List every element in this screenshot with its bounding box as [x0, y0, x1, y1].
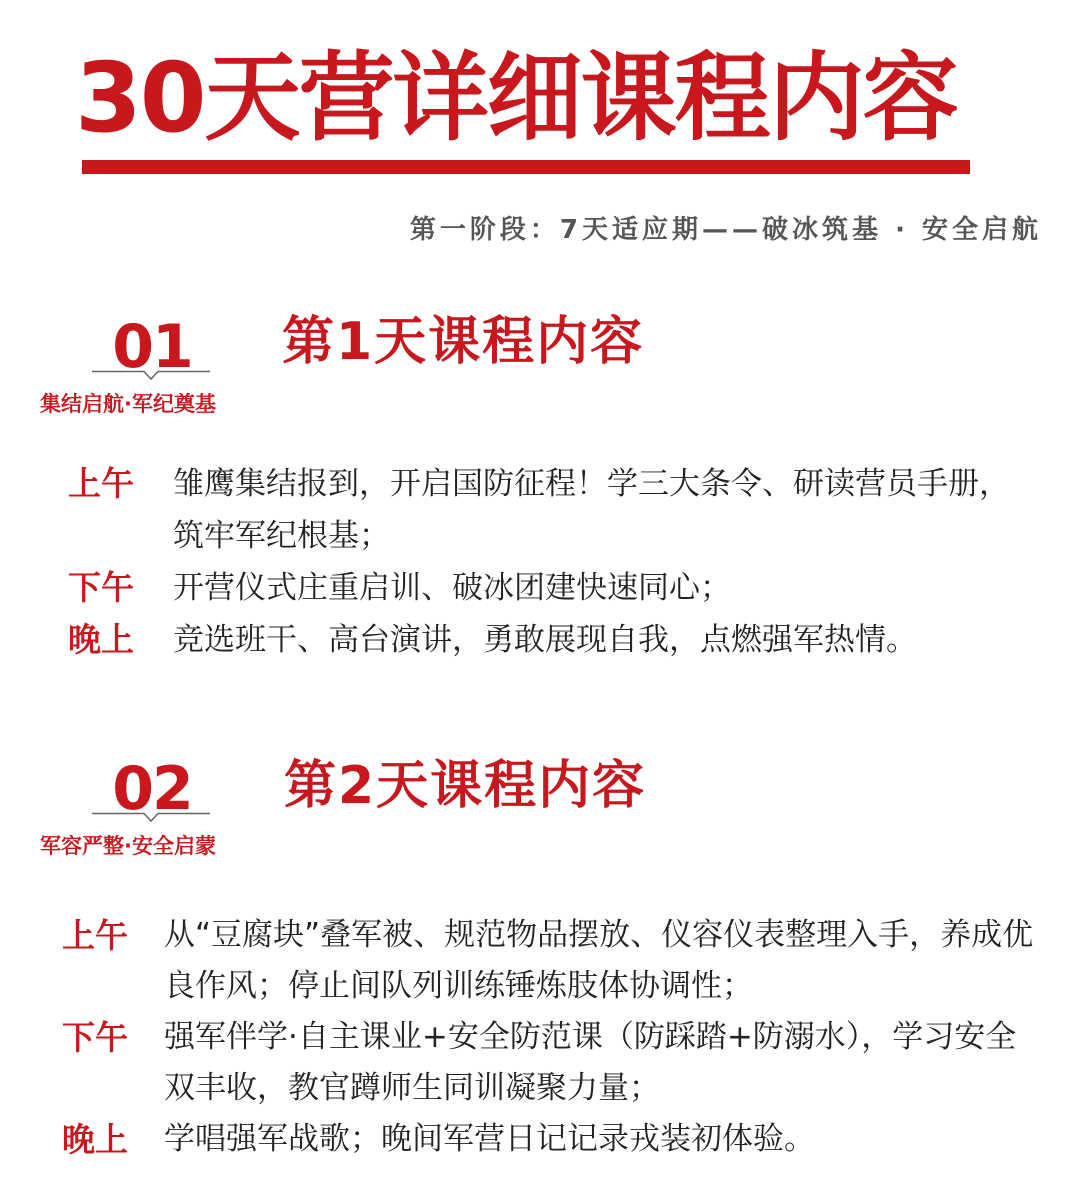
activity-text: 雏鹰集结报到，开启国防征程！学三大条令、研读营员手册，筑牢军纪根基；	[173, 466, 1010, 554]
schedule-item-evening	[0, 1114, 1080, 1165]
number-divider-notch	[92, 370, 210, 382]
title-underline	[82, 160, 970, 174]
activity-text: 竞选班干、高台演讲，勇敢展现自我，点燃强军热情。	[173, 622, 917, 658]
schedule-item-afternoon	[0, 562, 1080, 614]
time-label-afternoon: 下午	[62, 1018, 128, 1057]
activity-text: 从“豆腐块”叠军被、规范物品摆放、仪容仪表整理入手，养成优良作风；停止间队列训练锤炼肢体协调性；	[164, 917, 1034, 1004]
activity-text: 学唱强军战歌；晚间军营日记记录戎装初体验。	[164, 1121, 815, 1157]
day-number: 01	[112, 312, 192, 382]
day-heading: 第1天课程内容	[282, 312, 645, 372]
number-divider-notch	[92, 812, 210, 824]
schedule-item-morning	[0, 910, 1080, 1012]
schedule-item-evening	[0, 614, 1080, 666]
day-section-1	[0, 300, 1080, 680]
stage-subtitle: 第一阶段：7天适应期——破冰筑基 · 安全启航	[409, 215, 1042, 245]
activity-text: 强军伴学·自主课业+安全防范课（防踩踏+防溺水），学习安全双丰收，教官蹲师生同训凝聚力量；	[164, 1019, 1017, 1106]
day-heading: 第2天课程内容	[284, 756, 647, 816]
schedule-item-morning	[0, 458, 1080, 562]
time-label-morning: 上午	[62, 916, 128, 955]
schedule-item-afternoon	[0, 1012, 1080, 1114]
page-title: 30天营详细课程内容	[75, 42, 957, 154]
time-label-afternoon: 下午	[68, 568, 134, 607]
time-label-evening: 晚上	[68, 620, 134, 659]
day-section-2	[0, 742, 1080, 1182]
day-theme: 集结启航·军纪奠基	[40, 392, 216, 416]
day-number: 02	[112, 754, 192, 824]
time-label-evening: 晚上	[62, 1120, 128, 1159]
schedule-list	[0, 910, 1080, 1165]
day-theme: 军容严整·安全启蒙	[40, 834, 216, 858]
schedule-list	[0, 458, 1080, 666]
time-label-morning: 上午	[68, 464, 134, 503]
activity-text: 开营仪式庄重启训、破冰团建快速同心；	[173, 570, 731, 606]
